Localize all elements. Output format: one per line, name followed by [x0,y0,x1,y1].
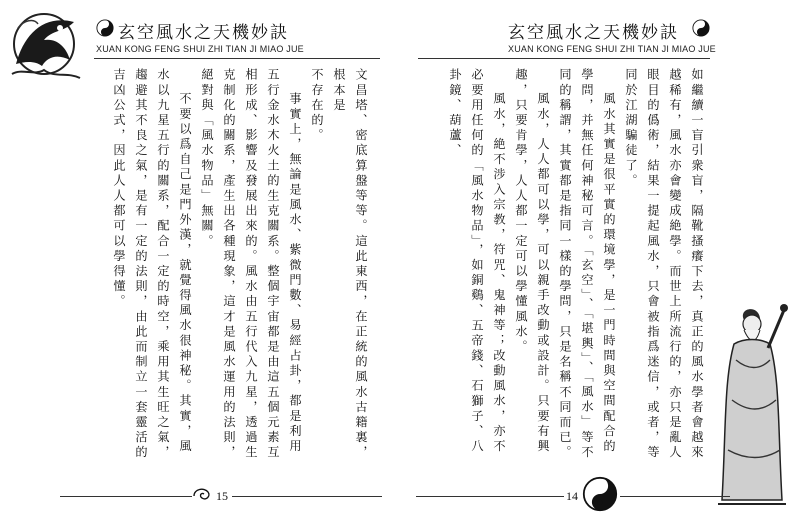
header-rule [418,58,710,59]
yin-yang-icon [96,19,114,37]
header-subtitle: XUAN KONG FENG SHUI ZHI TIAN JI MIAO JUE [508,44,716,54]
right-page [396,0,793,531]
footer-rule [416,496,564,497]
yin-yang-icon [582,476,618,512]
paragraph: 風水其實是很平實的環境學，是一門時間與空間配合的學問，并無任何神秘可言。「玄空」、「堪輿」、「風水」等不同的稱謂，其實都是指同一樣的學問，只是名稱不同而已。 [558,68,616,461]
sage-figure-illustration [714,300,790,514]
footer-rule [232,496,382,497]
yin-yang-icon [692,19,710,37]
footer-rule [620,496,730,497]
paragraph: 風水，絶不涉入宗教，符咒、鬼神等；改動風水，亦不必要用任何的「風水物品」，如銅鷄、五帝錢、石獅子、八卦鏡、葫蘆、 [448,68,506,455]
header-rule [94,58,380,59]
right-body-text [418,68,708,468]
swirl-ornament-icon [190,484,214,508]
page-number: 15 [216,489,228,503]
footer-rule [60,496,192,497]
page-number: 14 [566,489,578,503]
header-title: 玄空風水之天機妙訣 [508,23,679,43]
header-subtitle: XUAN KONG FENG SHUI ZHI TIAN JI MIAO JUE [96,44,304,54]
left-body-text [86,68,372,468]
dragon-ornament-icon [4,4,90,88]
paragraph: 事實上，無論是風水、紫微門數、易經占卦，都是利用五行金水木火土的生克關系。整個宇宙都是由這五個元素互相形成、影響及發展出來的。風水由五行代入九星，透過生克制化的關系，產生出各種現象，這才是風水運用的法則，絕對與「風水物品」無關。 [200,68,302,461]
paragraph: 如繼續一盲引衆盲，隔靴搔癢下去，真正的風水學者會越來越稀有，風水亦會變成絶學。而世上所流行的，亦只是亂人眼目的僞術，結果一提起風水，只會被指爲迷信，或者，等同於江湖騙徒了。 [624,68,704,461]
paragraph: 不存在的。 [310,68,324,144]
left-page [0,0,396,531]
paragraph: 不要以爲自己是門外漢，就覺得風水很神秘。其實，風水以九星五行的關系，配合一定的時空，乘用其生旺之氣，趨避其不良之氣，是有一定的法則，由此而制立一套靈活的吉凶公式，因此人人都可以學得懂。 [112,68,192,461]
lead-column: 文昌塔、密底算盤等等。這此東西，在正統的風水古籍裏，根本是 [332,68,368,461]
header-title: 玄空風水之天機妙訣 [118,23,289,43]
paragraph: 風水，人人都可以學，可以親手改動或設計。只要有興趣，只要肯學，人人都一定可以學懂風水。 [514,68,550,455]
